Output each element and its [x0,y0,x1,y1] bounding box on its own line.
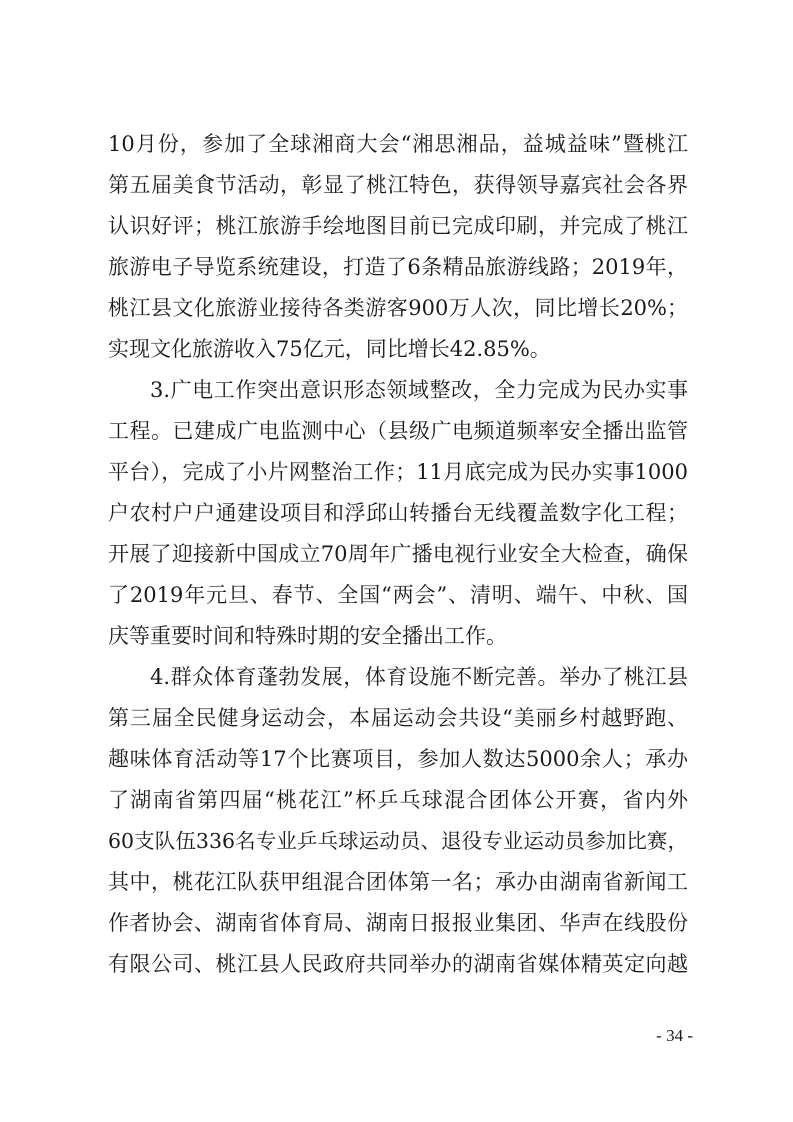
document-body [108,124,688,985]
text-line: 有限公司、桃江县人民政府共同举办的湖南省媒体精英定向越 [108,952,688,976]
text-line: 实现文化旅游收入75亿元，同比增长42.85%。 [108,337,551,361]
text-line: 平台），完成了小片网整治工作；11月底完成为民办实事1000 [108,460,688,484]
text-line: 60支队伍336名专业乒乓球运动员、退役专业运动员参加比赛， [108,829,688,853]
text-line: 趣味体育活动等17个比赛项目，参加人数达5000余人；承办 [108,747,688,771]
text-line: 开展了迎接新中国成立70周年广播电视行业安全大检查，确保 [108,542,688,566]
text-line: 10月份，参加了全球湘商大会“湘思湘品，益城益味”暨桃江 [108,132,688,156]
text-line: 第三届全民健身运动会，本届运动会共设“美丽乡村越野跑、 [108,706,688,730]
text-line: 认识好评；桃江旅游手绘地图目前已完成印刷，并完成了桃江 [108,214,688,238]
text-line: 作者协会、湖南省体育局、湖南日报报业集团、华声在线股份 [108,911,688,935]
text-line: 桃江县文化旅游业接待各类游客900万人次，同比增长20%； [108,296,688,320]
page-number: - 34 - [656,1026,693,1045]
text-line: 旅游电子导览系统建设，打造了6条精品旅游线路；2019年， [108,255,688,279]
text-line: 其中，桃花江队获甲组混合团体第一名；承办由湖南省新闻工 [108,870,688,894]
text-line: 了2019年元旦、春节、全国“两会”、清明、端午、中秋、国 [108,583,688,607]
text-line: 庆等重要时间和特殊时期的安全播出工作。 [108,624,507,648]
text-line: 第五届美食节活动，彰显了桃江特色，获得领导嘉宾社会各界 [108,173,688,197]
paragraph-3-first-line: 3.广电工作突出意识形态领域整改，全力完成为民办实事 [150,378,688,402]
text-line: 工程。已建成广电监测中心（县级广电频道频率安全播出监管 [108,419,688,443]
text-line: 户农村户户通建设项目和浮邱山转播台无线覆盖数字化工程； [108,501,688,525]
text-line: 了湖南省第四届“桃花江”杯乒乓球混合团体公开赛，省内外 [108,788,688,812]
paragraph-4-first-line: 4.群众体育蓬勃发展，体育设施不断完善。举办了桃江县 [150,665,688,689]
